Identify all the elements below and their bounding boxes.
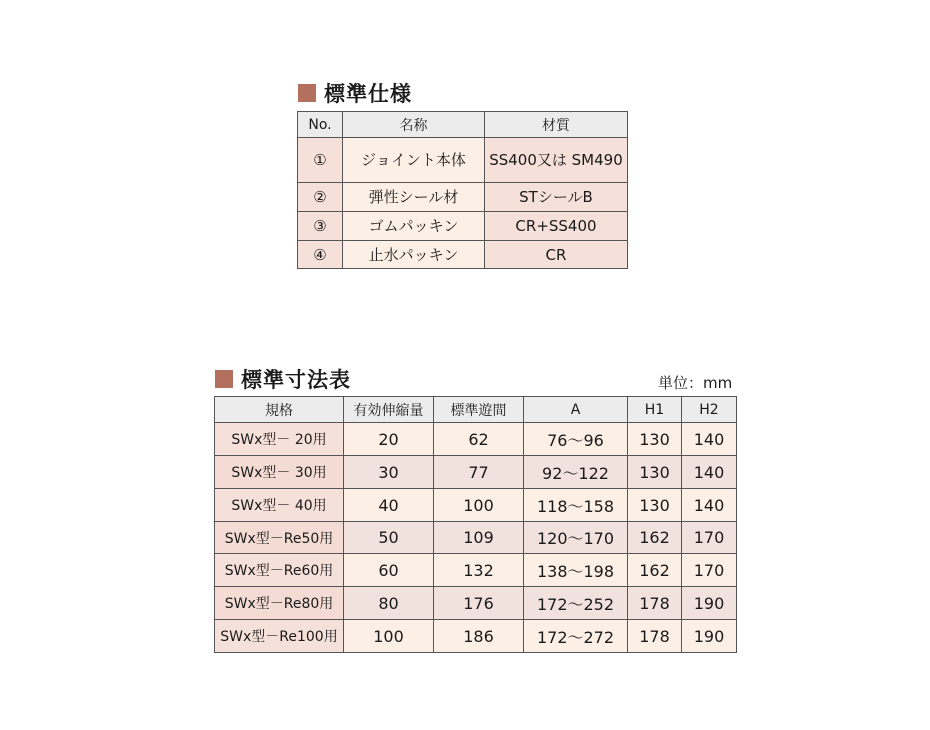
dims-spec: SWx型－Re50用 [215, 522, 344, 554]
dims-h2: 140 [682, 456, 737, 489]
dims-a: 172～252 [524, 587, 628, 620]
dims-stroke: 30 [344, 456, 434, 489]
dims-h2: 170 [682, 554, 737, 587]
spec-heading-text: 標準仕様 [324, 82, 412, 106]
dims-h1: 178 [628, 587, 682, 620]
header-a: A [524, 397, 628, 423]
dims-gap: 186 [434, 620, 524, 653]
header-spec: 規格 [215, 397, 344, 423]
dims-stroke: 80 [344, 587, 434, 620]
table-row [298, 138, 628, 183]
dims-heading [215, 364, 351, 394]
dims-stroke: 50 [344, 522, 434, 554]
spec-material: CR [485, 241, 628, 269]
dims-gap: 176 [434, 587, 524, 620]
dims-h1: 162 [628, 522, 682, 554]
dims-gap: 109 [434, 522, 524, 554]
header-gap: 標準遊間 [434, 397, 524, 423]
dims-gap: 77 [434, 456, 524, 489]
table-row [215, 423, 737, 456]
dims-spec: SWx型－Re80用 [215, 587, 344, 620]
dims-h1: 130 [628, 423, 682, 456]
dims-gap: 62 [434, 423, 524, 456]
spec-no: ③ [298, 212, 343, 241]
dims-h2: 140 [682, 489, 737, 522]
dims-h1: 162 [628, 554, 682, 587]
section-marker-icon [298, 84, 316, 102]
header-name: 名称 [343, 112, 485, 138]
spec-table [297, 111, 628, 269]
dims-h1: 178 [628, 620, 682, 653]
dims-stroke: 100 [344, 620, 434, 653]
spec-heading [298, 78, 412, 108]
spec-material: CR+SS400 [485, 212, 628, 241]
dims-spec: SWx型－ 20用 [215, 423, 344, 456]
spec-name: 止水パッキン [343, 241, 485, 269]
header-stroke: 有効伸縮量 [344, 397, 434, 423]
spec-header-row [298, 112, 628, 138]
header-h1: H1 [628, 397, 682, 423]
dims-a: 92～122 [524, 456, 628, 489]
spec-name: 弾性シール材 [343, 183, 485, 212]
table-row [215, 620, 737, 653]
dims-heading-text: 標準寸法表 [241, 368, 351, 392]
dims-spec: SWx型－ 40用 [215, 489, 344, 522]
dims-gap: 132 [434, 554, 524, 587]
dims-h2: 140 [682, 423, 737, 456]
dims-h2: 190 [682, 620, 737, 653]
table-row [215, 489, 737, 522]
dims-a: 138～198 [524, 554, 628, 587]
dims-spec: SWx型－ 30用 [215, 456, 344, 489]
unit-label: 単位：mm [658, 374, 733, 392]
dims-h1: 130 [628, 489, 682, 522]
dims-h1: 130 [628, 456, 682, 489]
dims-a: 120～170 [524, 522, 628, 554]
dims-spec: SWx型－Re100用 [215, 620, 344, 653]
header-no: No. [298, 112, 343, 138]
spec-no: ① [298, 138, 343, 183]
dims-stroke: 60 [344, 554, 434, 587]
spec-name: ゴムパッキン [343, 212, 485, 241]
table-row [298, 241, 628, 269]
dims-a: 172～272 [524, 620, 628, 653]
dims-stroke: 20 [344, 423, 434, 456]
dims-spec: SWx型－Re60用 [215, 554, 344, 587]
section-marker-icon [215, 370, 233, 388]
header-material: 材質 [485, 112, 628, 138]
table-row [215, 554, 737, 587]
dims-a: 76～96 [524, 423, 628, 456]
table-row [215, 522, 737, 554]
dims-gap: 100 [434, 489, 524, 522]
dims-h2: 190 [682, 587, 737, 620]
spec-no: ④ [298, 241, 343, 269]
dims-stroke: 40 [344, 489, 434, 522]
spec-material: SS400又は SM490 [485, 138, 628, 183]
header-h2: H2 [682, 397, 737, 423]
dims-h2: 170 [682, 522, 737, 554]
table-row [298, 183, 628, 212]
spec-name: ジョイント本体 [343, 138, 485, 183]
table-row [215, 456, 737, 489]
table-row [298, 212, 628, 241]
spec-material: STシールB [485, 183, 628, 212]
dims-a: 118～158 [524, 489, 628, 522]
dims-table [214, 396, 737, 653]
table-row [215, 587, 737, 620]
spec-no: ② [298, 183, 343, 212]
dims-header-row [215, 397, 737, 423]
